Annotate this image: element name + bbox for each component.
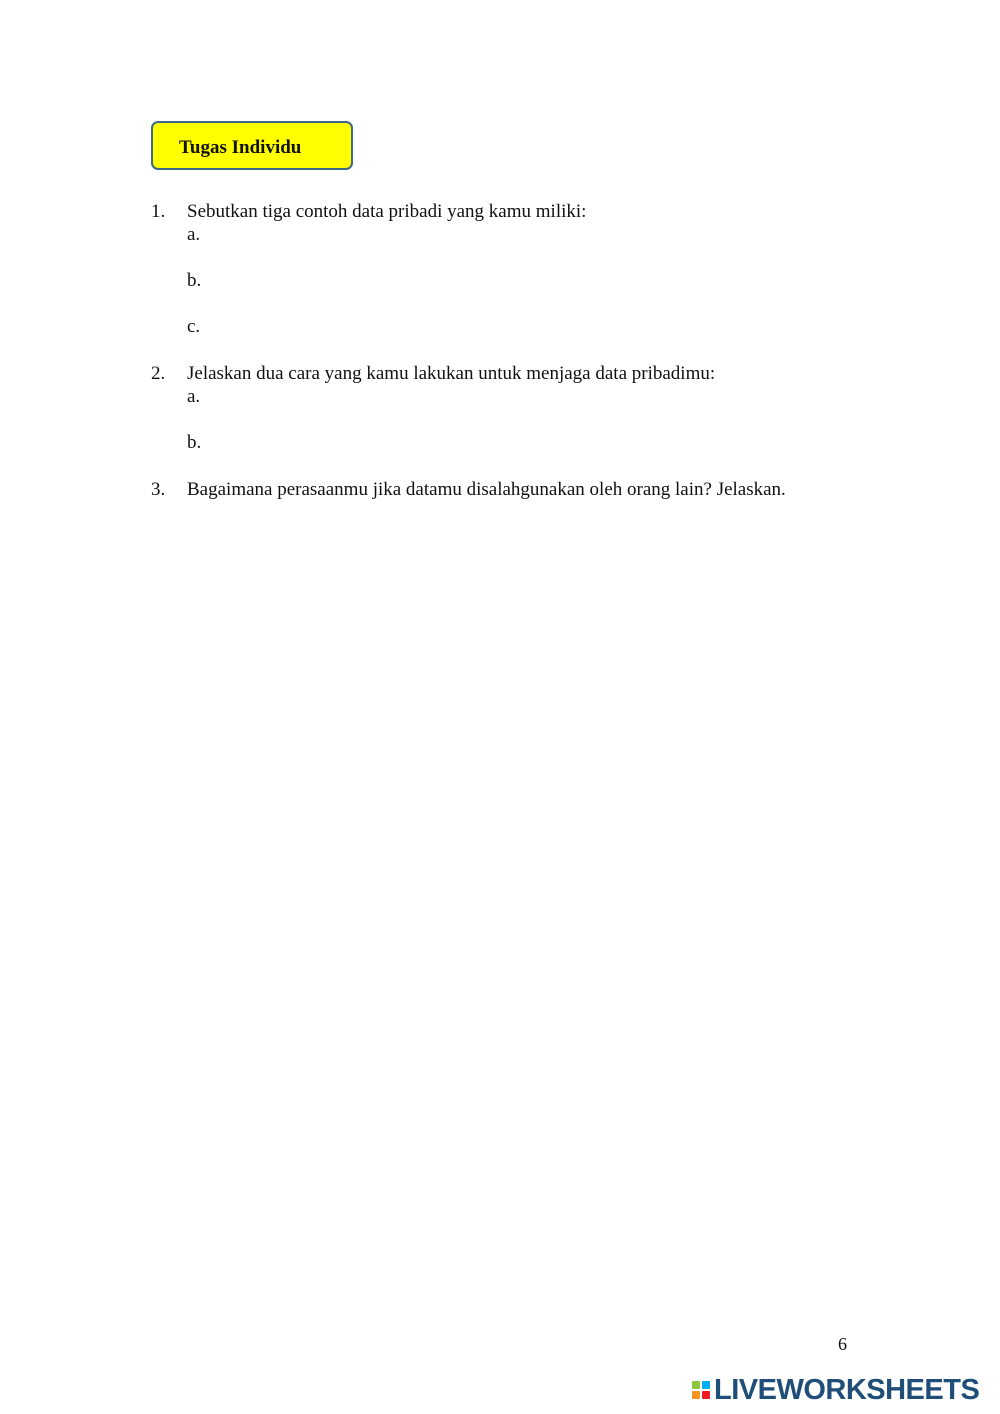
watermark-text: LIVEWORKSHEETS — [714, 1374, 980, 1406]
question-1-text: Sebutkan tiga contoh data pribadi yang kamu miliki: — [187, 201, 587, 222]
section-title: Tugas Individu — [179, 137, 302, 158]
logo-tile-i — [702, 1381, 710, 1389]
logo-tile-l — [692, 1381, 700, 1389]
question-1-item-a: a. — [187, 224, 201, 245]
liveworksheets-watermark — [692, 1376, 979, 1404]
page-number: 6 — [838, 1334, 847, 1354]
question-2-item-a: a. — [187, 386, 201, 407]
question-2-text: Jelaskan dua cara yang kamu lakukan untuk menjaga data pribadimu: — [187, 363, 716, 384]
liveworksheets-logo-icon — [692, 1381, 710, 1399]
question-2-number: 2. — [151, 363, 166, 384]
question-2-item-b: b. — [187, 432, 202, 453]
question-1-item-b: b. — [187, 270, 202, 291]
question-3-text: Bagaimana perasaanmu jika datamu disalahgunakan oleh orang lain? Jelaskan. — [187, 479, 786, 500]
question-1-number: 1. — [151, 201, 166, 222]
question-3-number: 3. — [151, 479, 166, 500]
logo-tile-e — [702, 1391, 710, 1399]
logo-tile-v — [692, 1391, 700, 1399]
section-title-box — [151, 121, 353, 170]
question-1-item-c: c. — [187, 316, 201, 337]
